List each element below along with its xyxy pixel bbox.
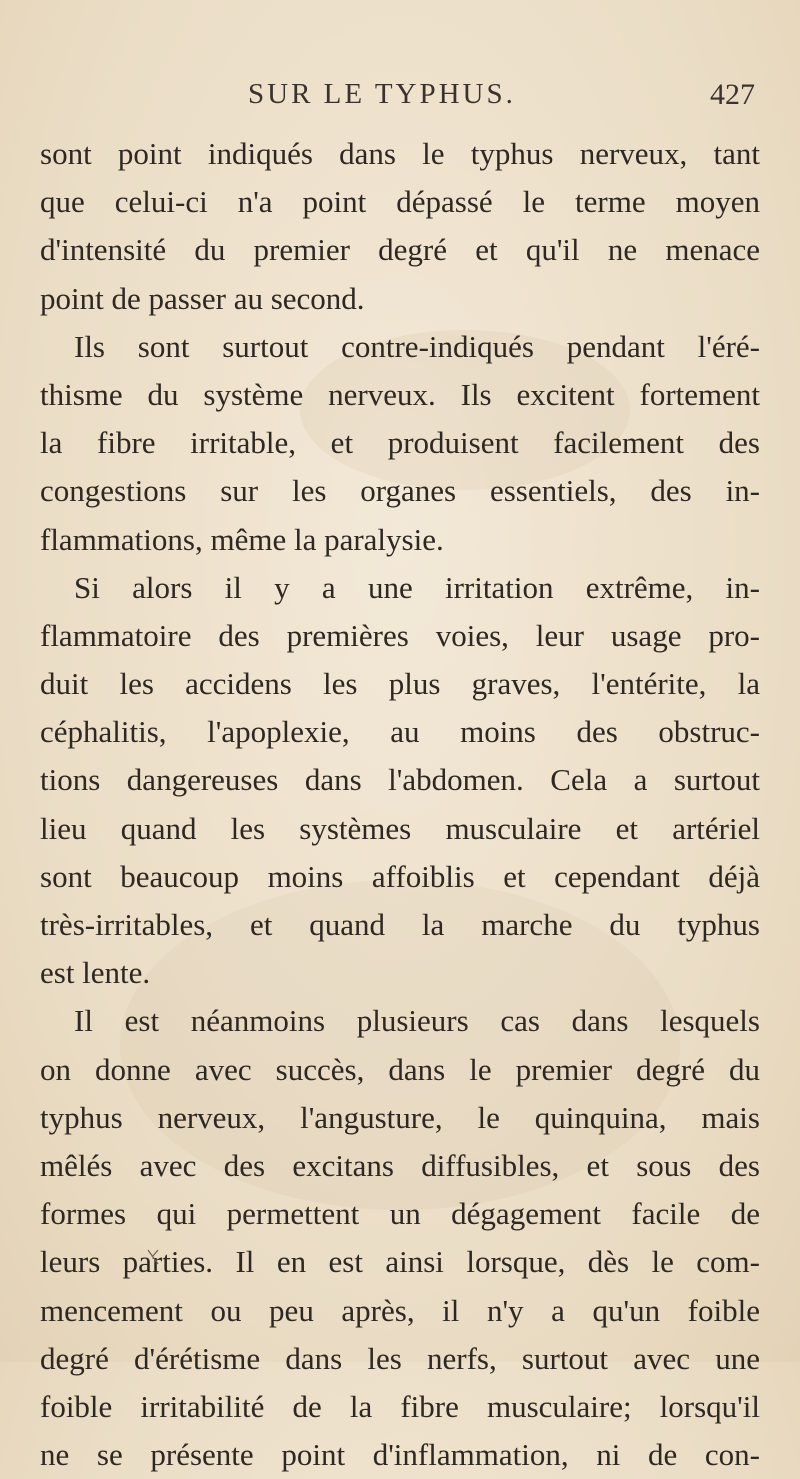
text-line: flammatoire des premières voies, leur usage pro- — [40, 617, 760, 653]
text-line: on donne avec succès, dans le premier degré du — [40, 1051, 760, 1087]
text-line: est lente. — [40, 955, 151, 991]
text-line: degré d'érétisme dans les nerfs, surtout avec une — [40, 1340, 760, 1376]
text-line: Il est néanmoins plusieurs cas dans lesquels — [74, 1003, 760, 1039]
text-line: mêlés avec des excitans diffusibles, et sous des — [40, 1147, 760, 1183]
text-line: foible irritabilité de la fibre musculaire; lorsqu'il — [40, 1388, 760, 1424]
page-number: 427 — [710, 78, 755, 111]
running-head — [0, 78, 800, 122]
text-line: leurs parties. Il en est ainsi lorsque, dès le com- — [40, 1244, 760, 1280]
text-line: la fibre irritable, et produisent facilement des — [40, 425, 760, 461]
text-line: point de passer au second. — [40, 280, 365, 316]
text-line: typhus nerveux, l'angusture, le quinquina, mais — [40, 1099, 760, 1135]
text-line: mencement ou peu après, il n'y a qu'un foible — [40, 1292, 760, 1328]
text-line: Ils sont surtout contre-indiqués pendant l'éré- — [74, 328, 760, 364]
text-line: sont point indiqués dans le typhus nerveux, tant — [40, 136, 760, 171]
text-line: tions dangereuses dans l'abdomen. Cela a surtout — [40, 762, 760, 798]
text-line: thisme du système nerveux. Ils excitent fortement — [40, 376, 760, 412]
text-line: céphalitis, l'apoplexie, au moins des obstruc- — [40, 714, 760, 750]
running-title: SUR LE TYPHUS. — [248, 78, 516, 110]
text-line: Si alors il y a une irritation extrême, in- — [74, 569, 760, 605]
text-line: très-irritables, et quand la marche du typhus — [40, 907, 760, 942]
text-line: sont beaucoup moins affoiblis et cependant déjà — [40, 858, 760, 894]
body-text — [40, 130, 760, 1479]
text-line: d'intensité du premier degré et qu'il ne menace — [40, 232, 760, 268]
text-line: ne se présente point d'inflammation, ni de con- — [40, 1437, 760, 1473]
text-line: duit les accidens les plus graves, l'entérite, la — [40, 666, 760, 702]
text-line: flammations, même la paralysie. — [40, 521, 444, 557]
text-line: que celui-ci n'a point dépassé le terme moyen — [40, 184, 760, 220]
text-line: formes qui permettent un dégagement facile de — [40, 1196, 760, 1232]
text-line: congestions sur les organes essentiels, des in- — [40, 473, 760, 509]
text-line: lieu quand les systèmes musculaire et artériel — [40, 810, 760, 846]
ink-mark — [146, 1248, 160, 1266]
